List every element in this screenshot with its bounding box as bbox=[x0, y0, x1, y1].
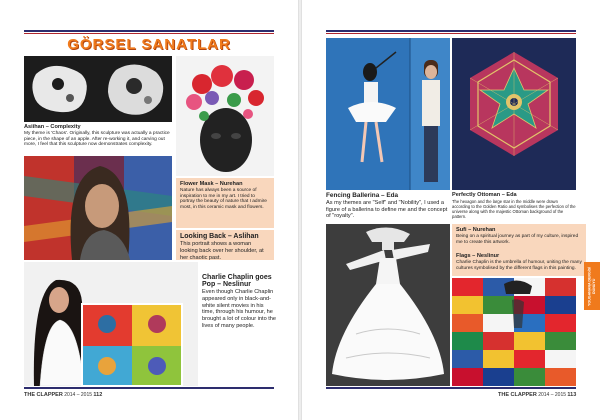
ottoman-caption bbox=[452, 192, 576, 219]
page-number: 112 bbox=[93, 392, 103, 398]
flower-mask-caption bbox=[176, 178, 274, 228]
caption-body: As my themes are "Self" and "Nobility", I used a figure of a ballerina to define me and the concept of "royalty". bbox=[326, 200, 448, 220]
caption-body: The hexagon and the large star in the middle were drawn according to the Golden Ratio and symbolises the perfection of the universe along with the majestic Ottoman background of the pattern. bbox=[452, 199, 576, 219]
top-rule-red bbox=[326, 33, 576, 34]
magazine-name: THE CLAPPER bbox=[498, 392, 537, 398]
flower-mask-image bbox=[176, 56, 274, 176]
page-number: 113 bbox=[567, 392, 577, 398]
caption-heading: Looking Back – Aslihan bbox=[180, 233, 259, 240]
caption-heading: Fencing Ballerina – Eda bbox=[326, 192, 399, 199]
ottoman-pattern-image bbox=[452, 38, 576, 190]
portrait-image bbox=[24, 156, 172, 260]
caption-heading: Charlie Chaplin goes Pop – Neslinur bbox=[202, 274, 272, 288]
caption-body: My theme is 'Chaos'. Originally, this sculpture was actually a practice piece, in the shape of an apple. After re-working it, and carving out more, I feel that this sculpture now demonstrates complexity. bbox=[24, 131, 170, 148]
caption-heading: Perfectly Ottoman – Eda bbox=[452, 192, 517, 198]
student-photo bbox=[24, 262, 198, 386]
flags-image bbox=[452, 278, 576, 386]
complexity-caption bbox=[24, 124, 172, 148]
footer-years: 2014 – 2015 bbox=[64, 392, 93, 398]
left-page bbox=[0, 0, 298, 420]
chaplin-caption bbox=[202, 274, 276, 330]
footer-years: 2014 – 2015 bbox=[538, 392, 567, 398]
top-rule bbox=[326, 30, 576, 32]
caption-body: This portrait shows a woman looking back over her shoulder, at her chaotic past. bbox=[180, 241, 264, 261]
looking-back-caption bbox=[176, 230, 274, 260]
caption-body: Charlie Chaplin is the umbrella of humour, uniting the many cultures symbolised by the different flags in this painting. bbox=[456, 260, 582, 271]
caption-heading: Sufi – Nurehan bbox=[456, 227, 496, 233]
caption-heading: Asiihan – Complexity bbox=[24, 124, 81, 130]
sufi-image bbox=[326, 224, 450, 386]
right-footer bbox=[498, 392, 576, 398]
section-title: GÖRSEL SANATLAR bbox=[67, 36, 231, 53]
bottom-rule bbox=[326, 387, 576, 389]
caption-heading: Flower Mask – Nurehan bbox=[180, 181, 243, 187]
top-rule-red bbox=[24, 33, 274, 34]
caption-body: Nature has always been a source of inspiration to me in my art. I tried to portray the beauty of nature that I admire most, in this ceramic mask and flowers. bbox=[180, 188, 267, 210]
left-footer bbox=[24, 392, 102, 398]
fencing-ballerina-image bbox=[326, 38, 450, 190]
top-rule bbox=[24, 30, 274, 32]
caption-body: Being on a spiritual journey as part of my culture, inspired me to create this artwork. bbox=[456, 234, 579, 245]
magazine-name: THE CLAPPER bbox=[24, 392, 63, 398]
right-page bbox=[302, 0, 600, 420]
side-tab: YOUGANANA DERGİSİ DÜNÜYÜ bbox=[584, 262, 600, 310]
flags-caption bbox=[452, 250, 586, 276]
caption-heading: Flags – Neslinur bbox=[456, 253, 500, 259]
caption-body: Even though Charlie Chaplin appeared only in black-and-white silent movies in his time, through his humour, he brought a lot of colour into the lives of many people. bbox=[202, 289, 277, 329]
sufi-caption bbox=[452, 224, 586, 250]
ballerina-caption bbox=[326, 192, 450, 220]
bottom-rule bbox=[24, 387, 274, 389]
sculpture-image bbox=[24, 56, 172, 122]
